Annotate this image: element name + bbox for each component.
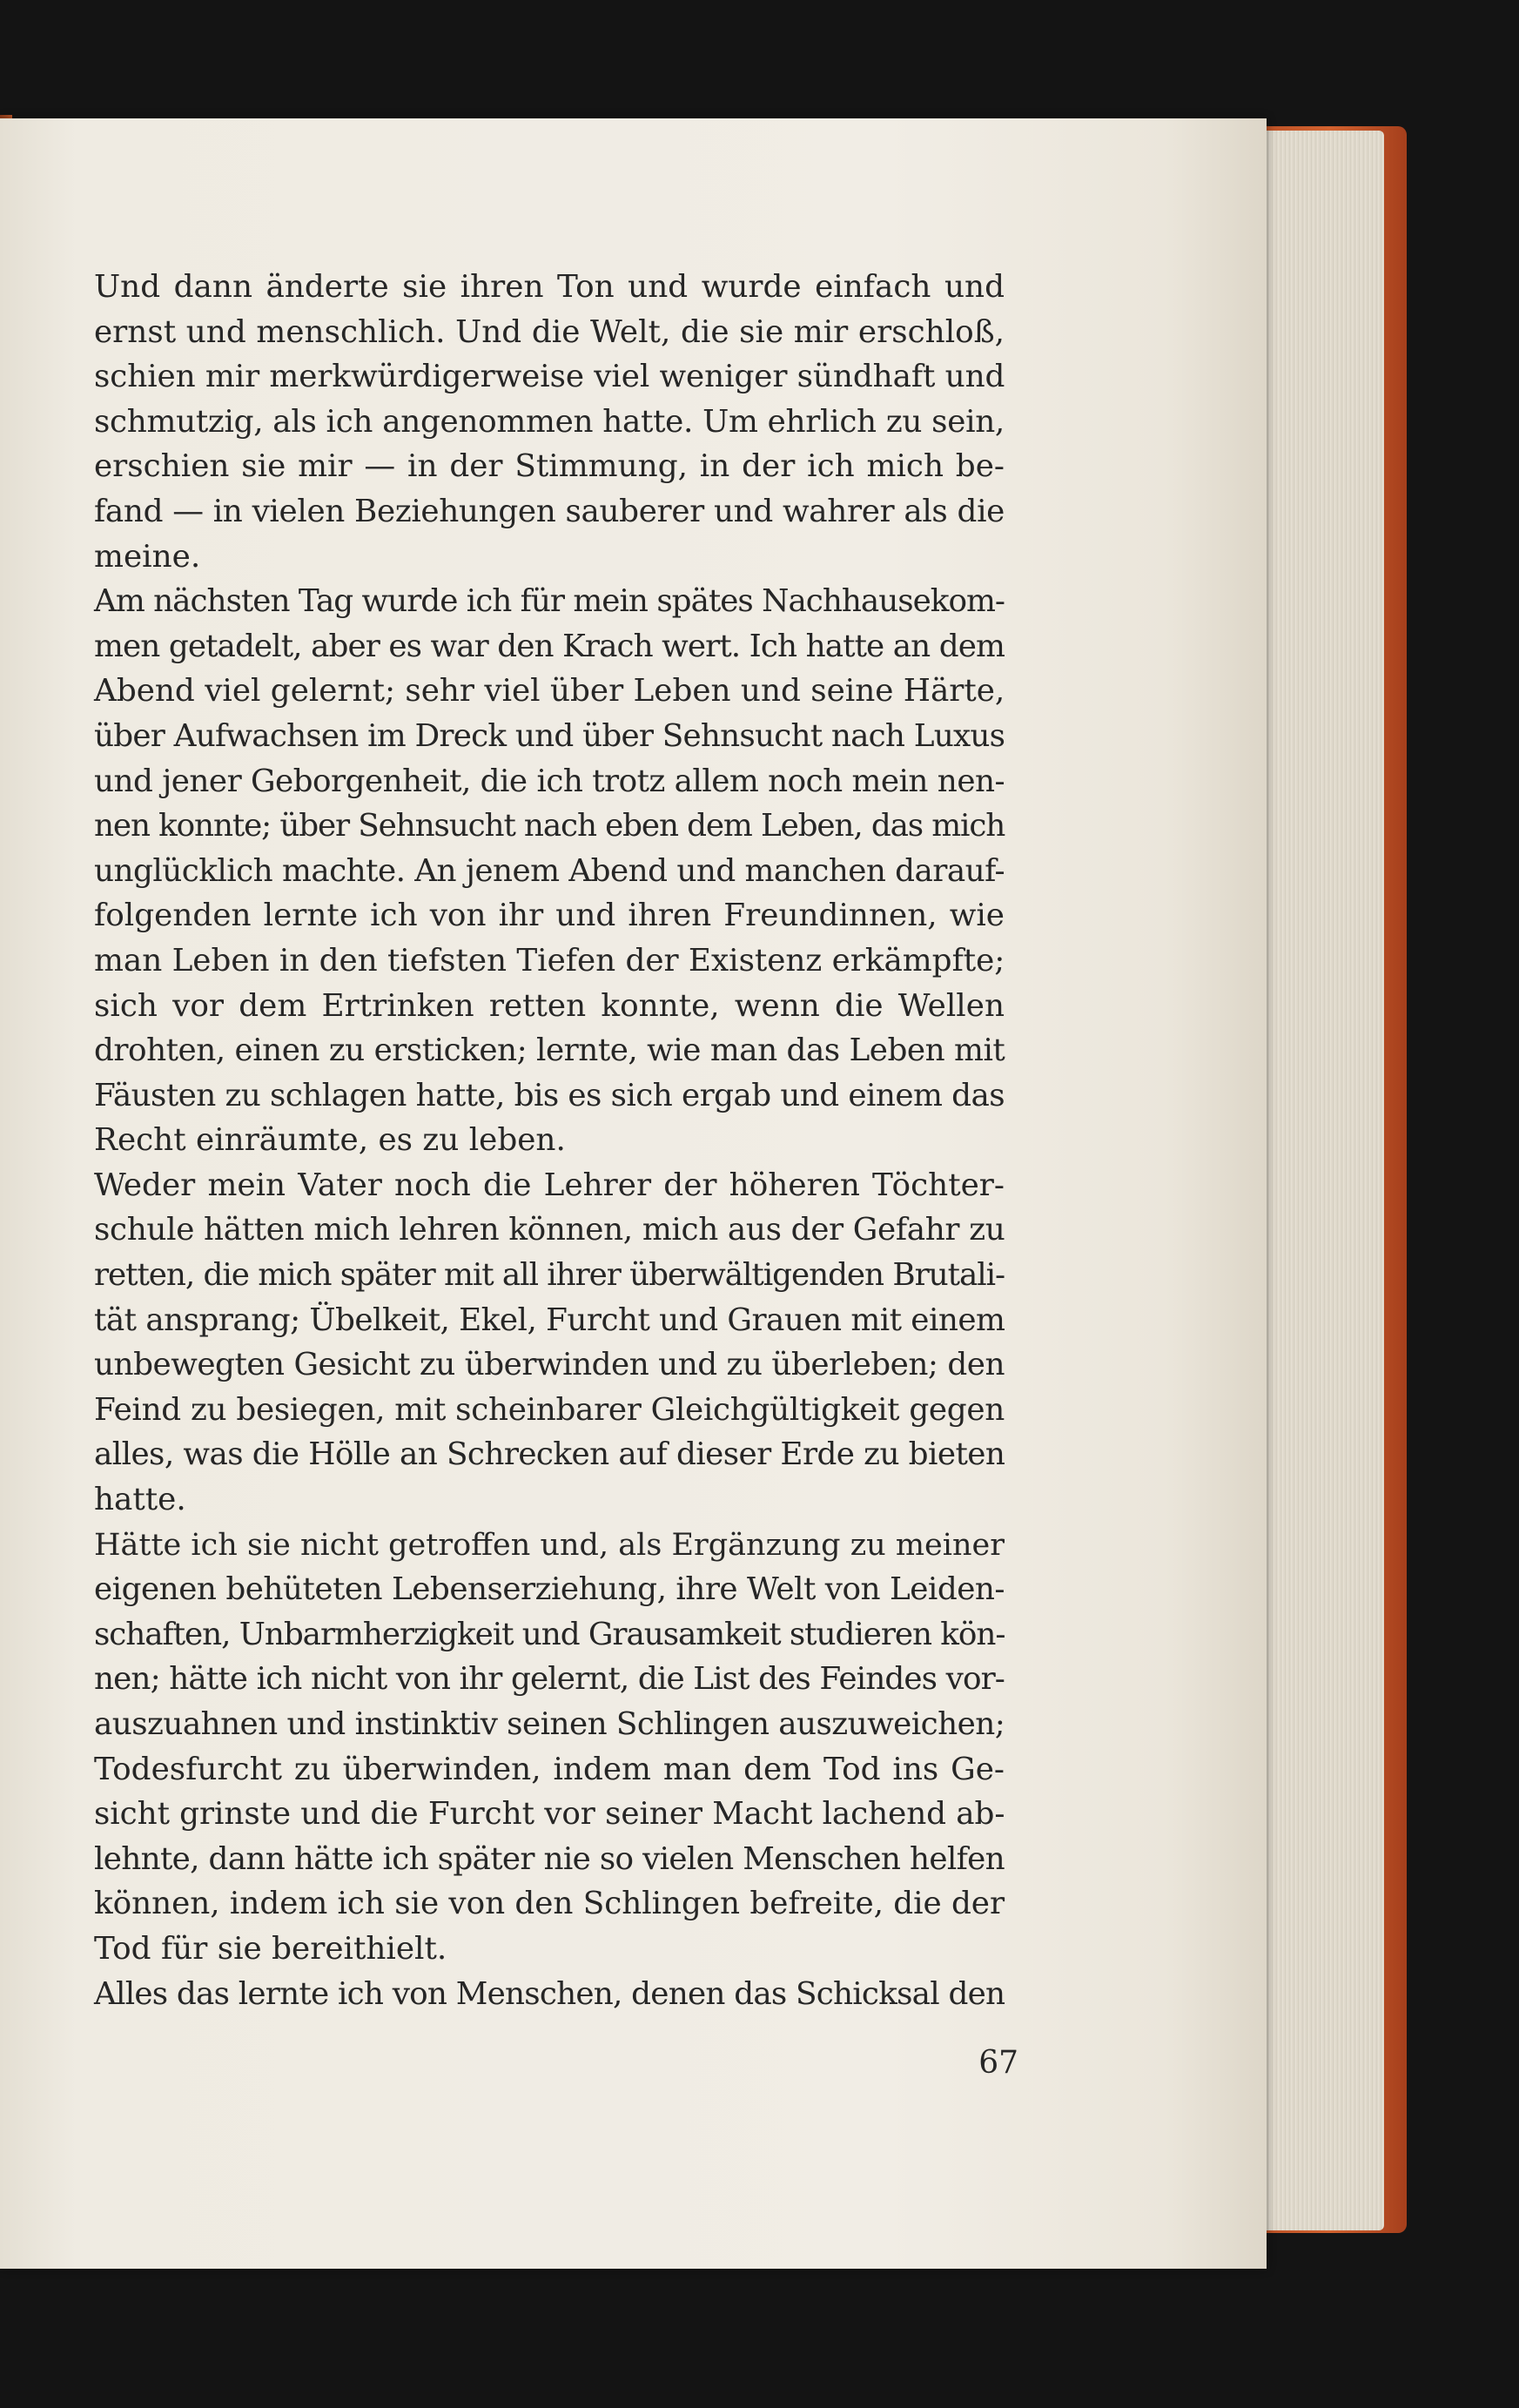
text-line: können, indem ich sie von den Schlingen befreite, die der	[94, 1886, 1005, 1922]
text-line: folgenden lernte ich von ihr und ihren Freundinnen, wie	[94, 898, 1005, 934]
text-line: sicht grinste und die Furcht vor seiner Macht lachend ab-	[94, 1796, 1005, 1833]
text-line: Abend viel gelernt; sehr viel über Leben und seine Härte,	[94, 673, 1005, 710]
text-line: Recht einräumte, es zu leben.	[94, 1122, 566, 1159]
text-line: Fäusten zu schlagen hatte, bis es sich ergab und einem das	[94, 1077, 1005, 1113]
text-line: erschien sie mir — in der Stimmung, in der ich mich be-	[94, 448, 1005, 485]
text-line: schmutzig, als ich angenommen hatte. Um ehrlich zu sein,	[94, 403, 1005, 440]
text-line: men getadelt, aber es war den Krach wert. Ich hatte an dem	[94, 628, 1005, 664]
text-line: über Aufwachsen im Dreck und über Sehnsucht nach Luxus	[94, 717, 1005, 754]
page-number: 67	[978, 2045, 1018, 2081]
text-line: alles, was die Hölle an Schrecken auf dieser Erde zu bieten	[94, 1436, 1005, 1473]
text-line: meine.	[94, 538, 201, 575]
text-line: eigenen behüteten Lebenserziehung, ihre Welt von Leiden-	[94, 1571, 1005, 1608]
text-line: auszuahnen und instinktiv seinen Schlingen auszuweichen;	[94, 1706, 1005, 1742]
text-line: sich vor dem Ertrinken retten konnte, wenn die Wellen	[94, 987, 1005, 1024]
text-line: man Leben in den tiefsten Tiefen der Existenz erkämpfte;	[94, 942, 1005, 979]
text-line: retten, die mich später mit all ihrer überwältigenden Brutali-	[94, 1257, 1005, 1294]
text-line: Todesfurcht zu überwinden, indem man dem Tod ins Ge-	[94, 1751, 1005, 1787]
text-line: Weder mein Vater noch die Lehrer der höheren Töchter-	[94, 1167, 1005, 1203]
text-line: und jener Geborgenheit, die ich trotz allem noch mein nen-	[94, 763, 1005, 799]
text-line: lehnte, dann hätte ich später nie so vielen Menschen helfen	[94, 1840, 1005, 1877]
text-line: ernst und menschlich. Und die Welt, die sie mir erschloß,	[94, 313, 1005, 350]
text-line: Alles das lernte ich von Menschen, denen das Schicksal den	[94, 1975, 1005, 2012]
text-line: Feind zu besiegen, mit scheinbarer Gleichgültigkeit gegen	[94, 1391, 1005, 1428]
book-page	[0, 118, 1267, 2269]
text-line: hatte.	[94, 1482, 186, 1518]
text-line: Am nächsten Tag wurde ich für mein spätes Nachhausekom-	[94, 583, 1005, 620]
text-line: unglücklich machte. An jenem Abend und manchen darauf-	[94, 852, 1005, 889]
text-line: unbewegten Gesicht zu überwinden und zu überleben; den	[94, 1347, 1005, 1383]
text-line: nen konnte; über Sehnsucht nach eben dem Leben, das mich	[94, 808, 1005, 844]
text-line: schaften, Unbarmherzigkeit und Grausamkeit studieren kön-	[94, 1616, 1005, 1652]
text-line: Und dann änderte sie ihren Ton und wurde einfach und	[94, 269, 1005, 305]
text-line: Tod für sie bereithielt.	[94, 1930, 447, 1967]
text-line: schien mir merkwürdigerweise viel weniger sündhaft und	[94, 359, 1005, 395]
text-line: drohten, einen zu ersticken; lernte, wie man das Leben mit	[94, 1032, 1005, 1069]
body-text	[94, 265, 1005, 2016]
text-line: tät ansprang; Übelkeit, Ekel, Furcht und Grauen mit einem	[94, 1302, 1005, 1338]
text-line: fand — in vielen Beziehungen sauberer und wahrer als die	[94, 493, 1005, 529]
text-line: nen; hätte ich nicht von ihr gelernt, die List des Feindes vor-	[94, 1661, 1005, 1698]
text-line: schule hätten mich lehren können, mich aus der Gefahr zu	[94, 1212, 1005, 1248]
text-line: Hätte ich sie nicht getroffen und, als Ergänzung zu meiner	[94, 1526, 1005, 1563]
